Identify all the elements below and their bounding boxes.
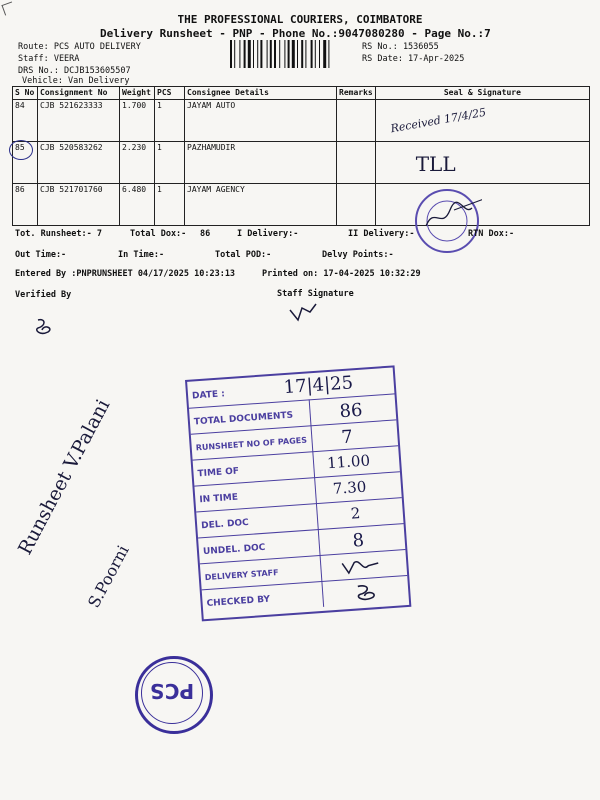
cell-seal: [375, 142, 589, 184]
stamp-label: TOTAL DOCUMENTS: [193, 410, 294, 428]
cell-weight: 1.700: [120, 100, 155, 142]
cell-sno: 85: [13, 142, 38, 184]
total-pod: Total POD:-: [215, 250, 272, 260]
checked-by-signature-icon: [352, 581, 383, 605]
cell-remarks: [337, 142, 376, 184]
cell-sno: 86: [13, 184, 38, 226]
rtn-dox: RTN Dox:-: [468, 229, 515, 239]
entered-by: Entered By :PNPRUNSHEET 04/17/2025 10:23:13: [15, 269, 236, 279]
out-time: Out Time:-: [15, 250, 67, 260]
col-header: PCS: [155, 87, 185, 100]
total-dox-value: 86: [200, 229, 211, 239]
stamp-label: DELIVERY STAFF: [204, 567, 279, 583]
stamp-label: DEL. DOC: [200, 517, 250, 532]
seal-signature: Received 17/4/25: [389, 105, 487, 136]
stamp-label: IN TIME: [199, 492, 239, 506]
cell-consignment: CJB 521701760: [38, 184, 120, 226]
barcode-icon: [230, 40, 352, 68]
route-label: Route: PCS AUTO DELIVERY: [18, 42, 141, 52]
ii-delivery: II Delivery:-: [348, 229, 415, 239]
handwritten-note: Runsheet V.Palani: [14, 395, 115, 559]
total-dox-label: Total Dox:-: [130, 229, 187, 239]
rs-date: RS Date: 17-Apr-2025: [362, 54, 465, 64]
cell-seal: [375, 100, 589, 142]
i-delivery: I Delivery:-: [237, 229, 299, 239]
printed-on: Printed on: 17-04-2025 10:32:29: [262, 269, 421, 279]
col-header: Consignment No: [38, 87, 120, 100]
stamp-value: 17|4|25: [283, 372, 354, 399]
table-row: [13, 184, 590, 226]
stamp-label: DATE :: [191, 389, 226, 402]
cell-consignee: PAZHAMUDIR: [185, 142, 337, 184]
cell-seal: [375, 184, 589, 226]
cell-pcs: 1: [155, 184, 185, 226]
cell-consignee: JAYAM AUTO: [185, 100, 337, 142]
vehicle-label: Vehicle: Van Delivery: [22, 76, 130, 86]
staff-signature-label: Staff Signature: [277, 289, 354, 299]
cell-pcs: 1: [155, 100, 185, 142]
delivery-staff-signature-icon: [340, 555, 381, 578]
pcs-seal-icon: [135, 656, 213, 734]
tot-runsheet: Tot. Runsheet:- 7: [15, 229, 102, 239]
seal-signature: TLL: [415, 152, 456, 176]
consignment-table: [12, 86, 590, 226]
stamp-value: 8: [351, 529, 365, 552]
stamp-label: CHECKED BY: [206, 594, 271, 610]
staff-signature-icon: [288, 300, 318, 324]
pcs-seal-text: PCS: [150, 679, 195, 703]
stamp-label: TIME OF: [197, 466, 240, 480]
agency-seal-icon: [412, 186, 482, 256]
stamp-value: 2: [350, 504, 361, 523]
company-title: THE PROFESSIONAL COURIERS, COIMBATORE: [177, 13, 423, 26]
cell-pcs: 1: [155, 142, 185, 184]
col-header: Weight: [120, 87, 155, 100]
delivery-stamp: [185, 365, 411, 621]
rs-number: RS No.: 1536055: [362, 42, 439, 52]
drs-label: DRS No.: DCJB153605507: [18, 66, 131, 76]
verified-by: Verified By: [15, 290, 72, 300]
runsheet-subtitle: Delivery Runsheet - PNP - Phone No.:9047080280 - Page No.:7: [100, 27, 491, 40]
stamp-label: UNDEL. DOC: [202, 542, 266, 558]
stamp-value: 11.00: [326, 451, 371, 473]
stamp-value: 86: [338, 399, 364, 423]
table-row: [13, 100, 590, 142]
in-time: In Time:-: [118, 250, 165, 260]
col-header: Seal & Signature: [375, 87, 589, 100]
delvy-points: Delvy Points:-: [322, 250, 394, 260]
cell-consignment: CJB 521623333: [38, 100, 120, 142]
col-header: S No: [13, 87, 38, 100]
cell-sno: 84: [13, 100, 38, 142]
col-header: Consignee Details: [185, 87, 337, 100]
stamp-label: RUNSHEET NO OF PAGES: [195, 435, 308, 453]
cell-weight: 2.230: [120, 142, 155, 184]
cell-remarks: [337, 100, 376, 142]
cell-consignee: JAYAM AGENCY: [185, 184, 337, 226]
table-row: [13, 142, 590, 184]
cell-remarks: [337, 184, 376, 226]
stamp-value: 7: [340, 426, 354, 449]
cell-consignment: CJB 520583262: [38, 142, 120, 184]
handwritten-note: S.Poorni: [84, 542, 133, 611]
stamp-value: 7.30: [332, 477, 367, 498]
circle-mark-icon: [9, 140, 33, 160]
staff-label: Staff: VEERA: [18, 54, 80, 64]
col-header: Remarks: [337, 87, 376, 100]
cell-weight: 6.480: [120, 184, 155, 226]
verifier-signature-icon: [32, 316, 56, 338]
